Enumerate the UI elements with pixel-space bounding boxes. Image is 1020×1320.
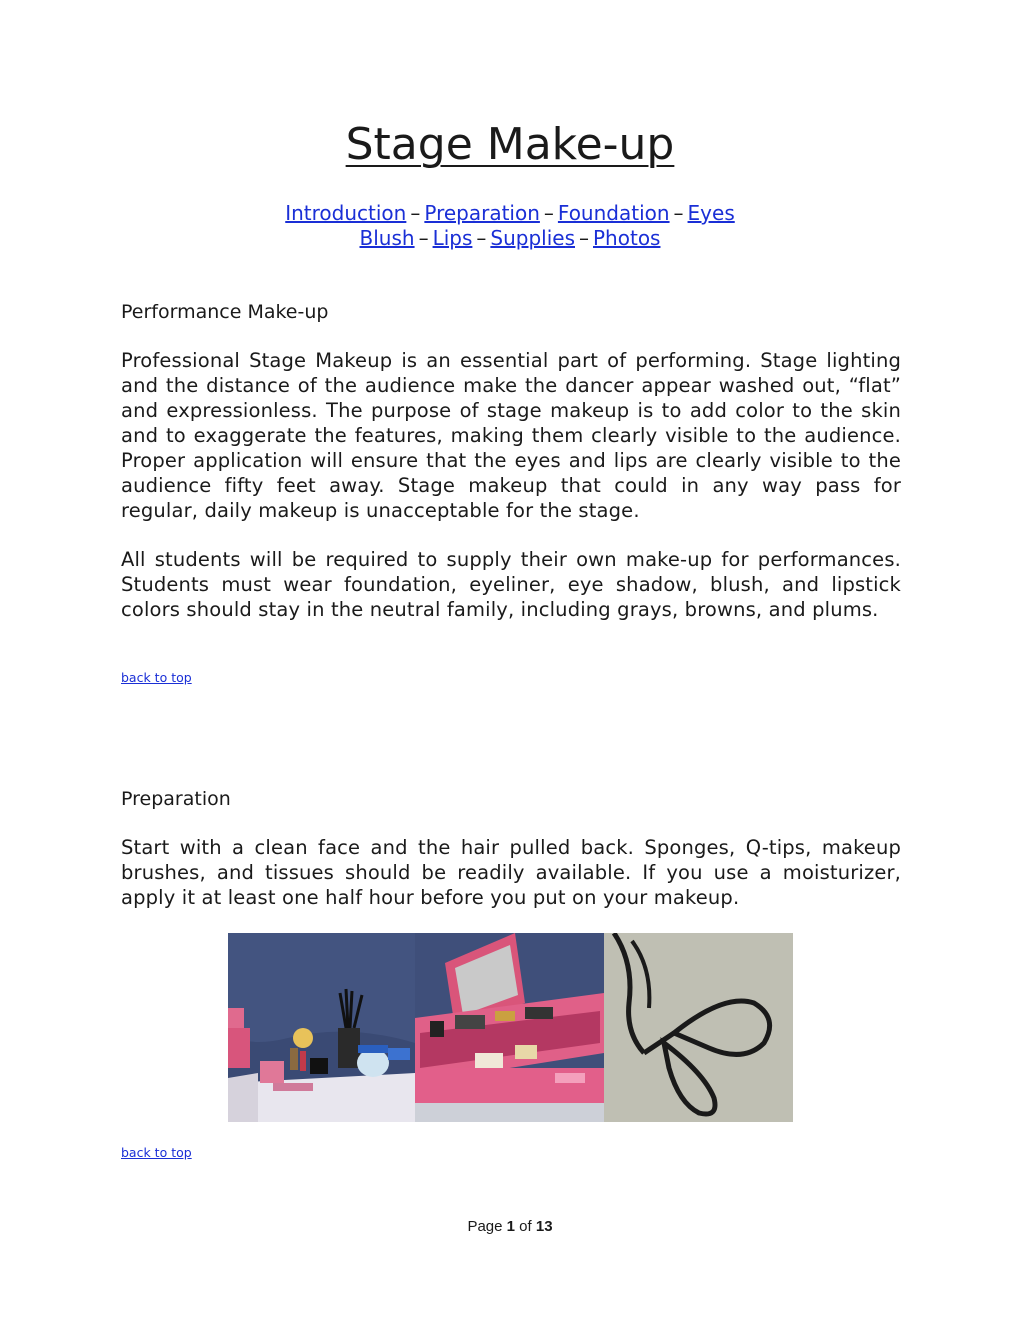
- nav-separator: –: [543, 201, 554, 225]
- makeup-table-photo: [228, 933, 415, 1122]
- nav-link-supplies[interactable]: Supplies: [490, 226, 575, 250]
- nav-separator: –: [410, 201, 421, 225]
- nav-row-2: [0, 226, 1020, 251]
- footer-current-page: 1: [506, 1218, 515, 1235]
- page-footer: [0, 1217, 1020, 1237]
- section-heading-performance: Performance Make-up: [121, 301, 329, 323]
- performance-paragraph-1: Professional Stage Makeup is an essential part of performing. Stage lighting and the distance of the audience make the dancer appear washed out, “flat” and expressionless. The purpose of stage makeup is to add color to the skin and to exaggerate the features, making them clearly visible to the audience. Proper application will ensure that the eyes and lips are clearly visible to the audience fifty feet away. Stage makeup that could in any way pass for regular, daily makeup is unacceptable for the stage.: [121, 349, 901, 522]
- nav-link-foundation[interactable]: Foundation: [557, 201, 670, 225]
- nav-link-lips[interactable]: Lips: [432, 226, 473, 250]
- preparation-photo-strip: [228, 933, 793, 1122]
- section-heading-preparation: Preparation: [121, 788, 231, 810]
- nav-link-introduction[interactable]: Introduction: [285, 201, 407, 225]
- footer-total-pages: 13: [535, 1218, 553, 1235]
- back-to-top-link[interactable]: back to top: [121, 670, 192, 685]
- eyelash-curler-photo: [604, 933, 793, 1122]
- nav-link-blush[interactable]: Blush: [359, 226, 415, 250]
- nav-separator: –: [579, 226, 589, 250]
- back-to-top-link[interactable]: back to top: [121, 1145, 192, 1160]
- nav-separator: –: [418, 226, 429, 250]
- performance-paragraph-2: All students will be required to supply their own make-up for performances. Students must wear foundation, eyeliner, eye shadow, blush, and lipstick colors should stay in the neutral family, including grays, browns, and plums.: [121, 548, 901, 621]
- section-nav: [0, 201, 1020, 251]
- preparation-paragraph-1: Start with a clean face and the hair pulled back. Sponges, Q-tips, makeup brushes, and tissues should be readily available. If you use a moisturizer, apply it at least one half hour before you put on your makeup.: [121, 836, 901, 909]
- nav-separator: –: [673, 201, 684, 225]
- nav-separator: –: [476, 226, 487, 250]
- footer-page-label: Page: [467, 1218, 503, 1235]
- nav-row-1: [0, 201, 1020, 226]
- footer-of-label: of: [519, 1218, 532, 1235]
- nav-link-photos[interactable]: Photos: [593, 226, 661, 250]
- nav-link-eyes[interactable]: Eyes: [687, 201, 735, 225]
- nav-link-preparation[interactable]: Preparation: [424, 201, 540, 225]
- makeup-case-photo: [415, 933, 604, 1122]
- page-title: Stage Make-up: [345, 119, 675, 170]
